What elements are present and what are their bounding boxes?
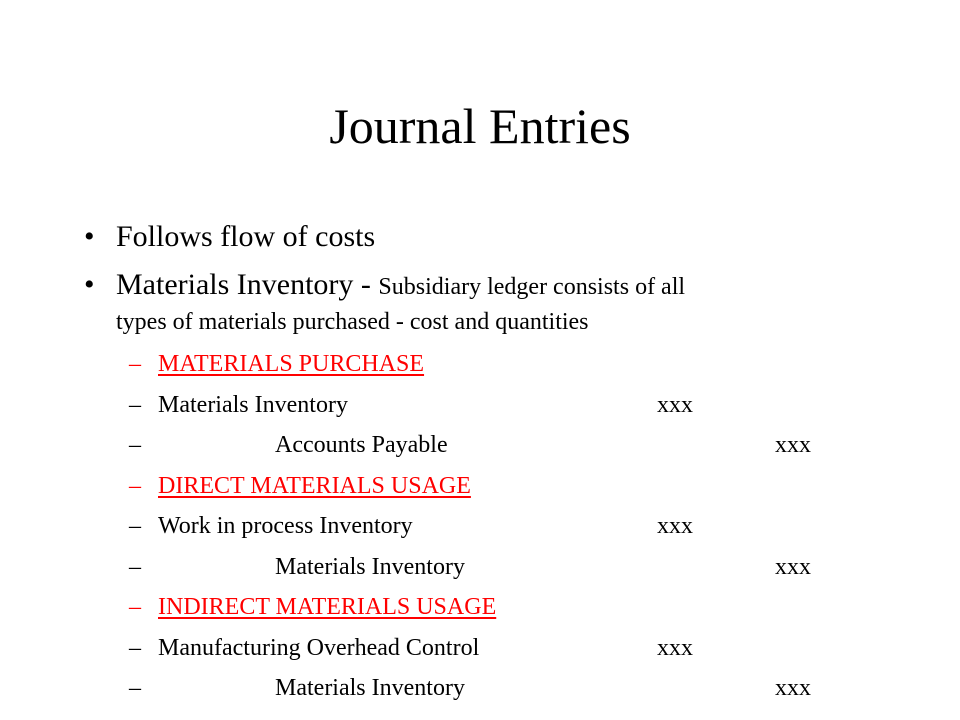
dash-marker: –: [129, 432, 141, 458]
bullet-text: [116, 268, 685, 304]
account-name: Accounts Payable: [275, 432, 448, 458]
account-name: Work in process Inventory: [158, 513, 413, 539]
account-name: Materials Inventory: [158, 391, 348, 418]
debit-amount: xxx: [657, 634, 693, 661]
bullet-marker: •: [84, 220, 95, 253]
slide-title: Journal Entries: [329, 98, 631, 154]
entry-heading-label: DIRECT MATERIALS USAGE: [158, 472, 471, 499]
account-name: Manufacturing Overhead Control: [158, 634, 480, 661]
bullet-marker: •: [84, 268, 95, 301]
bullet-detail-line-1: Subsidiary ledger consists of all: [378, 274, 686, 300]
credit-amount: xxx: [775, 432, 811, 458]
entry-heading-label: MATERIALS PURCHASE: [158, 351, 425, 377]
account-name: Materials Inventory: [275, 553, 465, 580]
bullet-text: Follows flow of costs: [116, 220, 376, 253]
dash-marker: –: [129, 553, 141, 580]
dash-marker: –: [129, 634, 141, 661]
bullet-detail-line-2: types of materials purchased - cost and quantities: [116, 309, 589, 335]
entry-heading-label: INDIRECT MATERIALS USAGE: [158, 594, 497, 620]
debit-amount: xxx: [657, 513, 693, 539]
credit-amount: xxx: [775, 553, 811, 580]
dash-marker: –: [129, 391, 141, 418]
dash-marker: –: [129, 594, 141, 620]
account-name: Materials Inventory: [275, 675, 465, 701]
credit-amount: xxx: [775, 675, 811, 701]
dash-marker: –: [129, 513, 141, 539]
dash-marker: –: [129, 472, 141, 499]
dash-marker: –: [129, 351, 141, 377]
dash-marker: –: [129, 675, 141, 701]
debit-amount: xxx: [657, 391, 693, 418]
bullet-lead: Materials Inventory -: [116, 268, 379, 301]
